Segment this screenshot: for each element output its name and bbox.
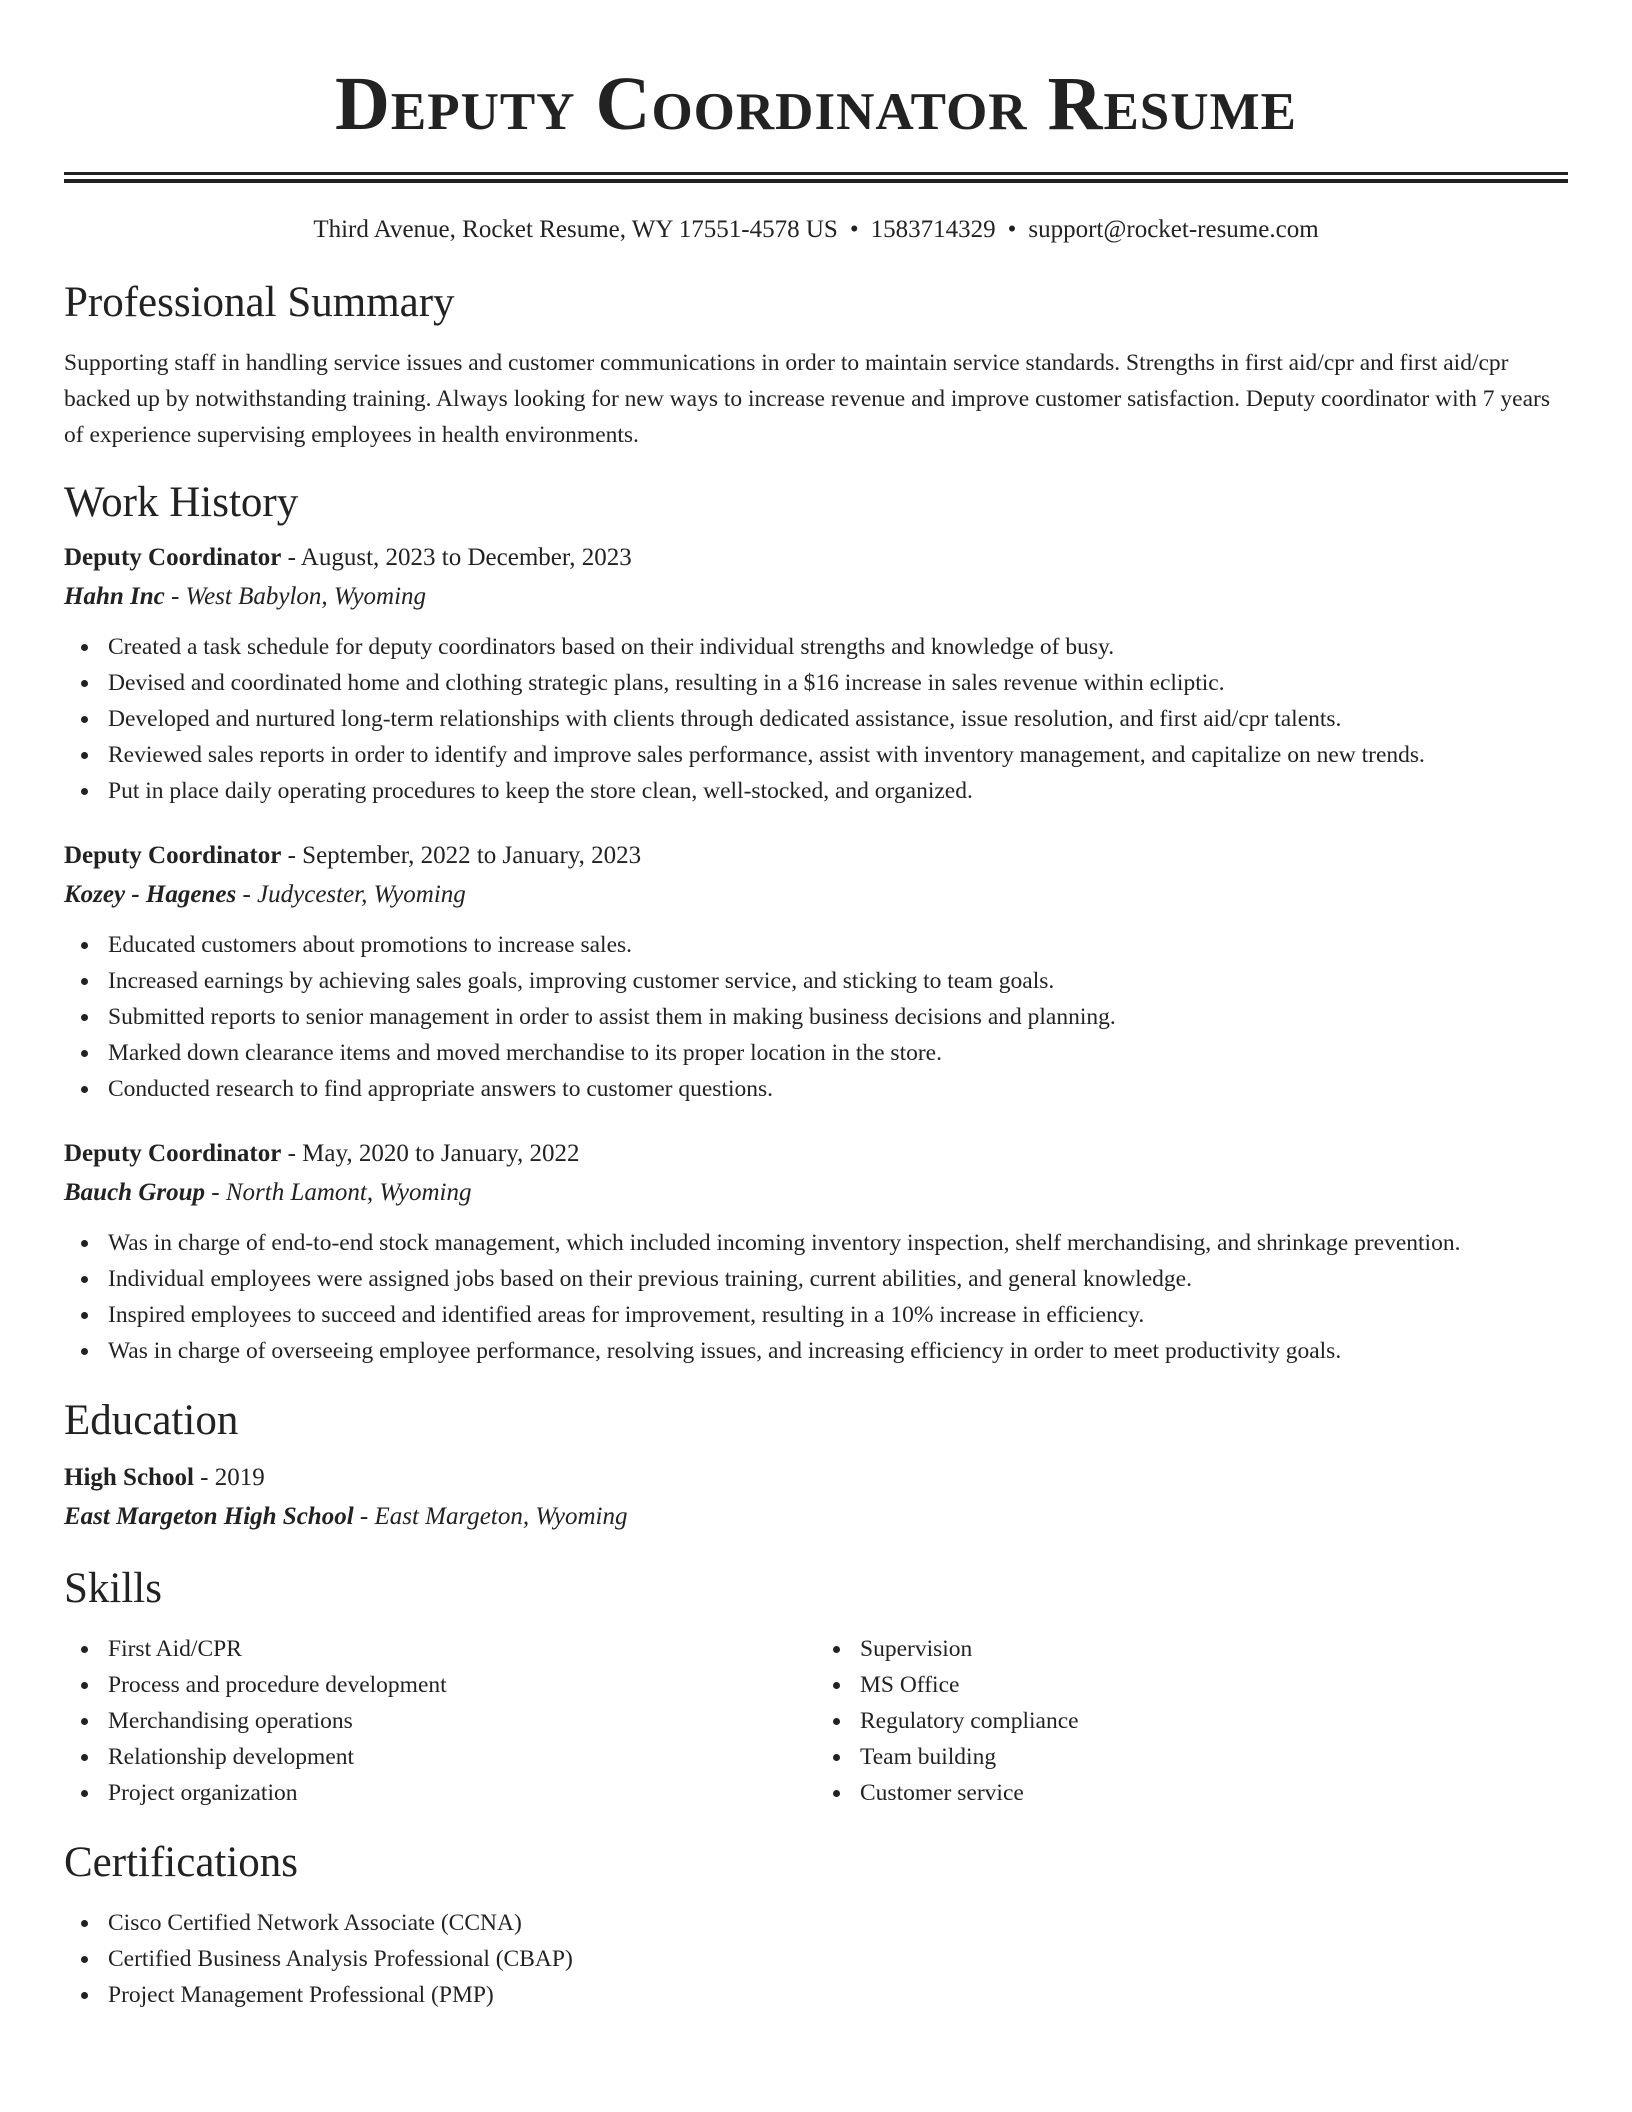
job-title: Deputy Coordinator	[64, 1140, 282, 1167]
job-title: Deputy Coordinator	[64, 842, 282, 869]
job-dates: - September, 2022 to January, 2023	[281, 842, 642, 869]
contact-line	[64, 213, 1568, 247]
skills-grid	[64, 1631, 1568, 1811]
list-item: MS Office	[816, 1667, 1568, 1703]
list-item: Inspired employees to succeed and identified areas for improvement, resulting in a 10% increase in efficiency.	[64, 1297, 1568, 1333]
graduation-year: - 2019	[193, 1464, 265, 1491]
school-line	[64, 1497, 1568, 1537]
list-item: Was in charge of end-to-end stock management, which included incoming inventory inspection, shelf merchandising, and shrinkage prevention.	[64, 1225, 1568, 1261]
certifications-heading: Certifications	[64, 1839, 299, 1886]
resume-title: Deputy Coordinator Resume	[335, 62, 1297, 146]
title-divider	[64, 172, 1568, 183]
company-name: Kozey - Hagenes	[64, 881, 237, 908]
job-title-line	[64, 837, 1568, 875]
summary-heading: Professional Summary	[64, 279, 455, 326]
list-item: Submitted reports to senior management in order to assist them in making business decisions and planning.	[64, 999, 1568, 1035]
list-item: Regulatory compliance	[816, 1703, 1568, 1739]
job-bullets	[64, 629, 1568, 809]
list-item: Put in place daily operating procedures to keep the store clean, well-stocked, and organized.	[64, 773, 1568, 809]
degree-line	[64, 1459, 1568, 1497]
company-name: Bauch Group	[64, 1179, 206, 1206]
list-item: Devised and coordinated home and clothing strategic plans, resulting in a $16 increase in sales revenue within ecliptic.	[64, 665, 1568, 701]
list-item: Cisco Certified Network Associate (CCNA)	[64, 1905, 1568, 1941]
school-location: - East Margeton, Wyoming	[353, 1503, 628, 1530]
list-item: Certified Business Analysis Professional (CBAP)	[64, 1941, 1568, 1977]
list-item: Created a task schedule for deputy coordinators based on their individual strengths and knowledge of busy.	[64, 629, 1568, 665]
list-item: Was in charge of overseeing employee performance, resolving issues, and increasing efficiency in order to meet productivity goals.	[64, 1333, 1568, 1369]
skills-column-right	[816, 1631, 1568, 1811]
job-bullets	[64, 927, 1568, 1107]
job-title-line	[64, 1135, 1568, 1173]
list-item: Marked down clearance items and moved merchandise to its proper location in the store.	[64, 1035, 1568, 1071]
work-history-heading: Work History	[64, 479, 299, 526]
degree: High School	[64, 1464, 194, 1491]
contact-phone: 1583714329	[870, 216, 996, 243]
skills-list-right	[816, 1631, 1568, 1811]
list-item: Developed and nurtured long-term relationships with clients through dedicated assistance, issue resolution, and first aid/cpr talents.	[64, 701, 1568, 737]
skills-column-left	[64, 1631, 816, 1811]
list-item: Educated customers about promotions to increase sales.	[64, 927, 1568, 963]
job-entry	[64, 837, 1568, 1107]
list-item: Process and procedure development	[64, 1667, 816, 1703]
list-item: Merchandising operations	[64, 1703, 816, 1739]
job-entry	[64, 539, 1568, 809]
list-item: Project Management Professional (PMP)	[64, 1977, 1568, 2013]
list-item: Individual employees were assigned jobs based on their previous training, current abilities, and general knowledge.	[64, 1261, 1568, 1297]
company-location: - West Babylon, Wyoming	[164, 583, 427, 610]
list-item: Conducted research to find appropriate answers to customer questions.	[64, 1071, 1568, 1107]
contact-separator: •	[1007, 216, 1017, 243]
company-location: - Judycester, Wyoming	[236, 881, 466, 908]
list-item: Customer service	[816, 1775, 1568, 1811]
list-item: Reviewed sales reports in order to identify and improve sales performance, assist with inventory management, and capitalize on new trends.	[64, 737, 1568, 773]
contact-address: Third Avenue, Rocket Resume, WY 17551-4578 US	[313, 216, 838, 243]
job-entry	[64, 1135, 1568, 1369]
job-title: Deputy Coordinator	[64, 544, 282, 571]
job-dates: - May, 2020 to January, 2022	[281, 1140, 580, 1167]
education-heading: Education	[64, 1397, 239, 1444]
company-line	[64, 577, 1568, 617]
company-line	[64, 1173, 1568, 1213]
list-item: Increased earnings by achieving sales goals, improving customer service, and sticking to team goals.	[64, 963, 1568, 999]
list-item: Project organization	[64, 1775, 816, 1811]
job-title-line	[64, 539, 1568, 577]
job-bullets	[64, 1225, 1568, 1369]
contact-email: support@rocket-resume.com	[1028, 216, 1319, 243]
certifications-list	[64, 1905, 1568, 2013]
company-line	[64, 875, 1568, 915]
school-name: East Margeton High School	[64, 1503, 354, 1530]
education-entry	[64, 1459, 1568, 1537]
list-item: Supervision	[816, 1631, 1568, 1667]
list-item: First Aid/CPR	[64, 1631, 816, 1667]
skills-heading: Skills	[64, 1565, 162, 1612]
company-location: - North Lamont, Wyoming	[205, 1179, 472, 1206]
company-name: Hahn Inc	[64, 583, 165, 610]
summary-text: Supporting staff in handling service issues and customer communications in order to maintain service standards. Strengths in first aid/cpr and first aid/cpr backed up by notwithstanding training. Always looking for new ways to increase revenue and improve customer satisfaction. Deputy coordinator with 7 years of experience supervising employees in health environments.	[64, 350, 1550, 448]
certifications-section	[64, 1905, 1568, 2013]
list-item: Team building	[816, 1739, 1568, 1775]
skills-list-left	[64, 1631, 816, 1811]
job-dates: - August, 2023 to December, 2023	[281, 544, 632, 571]
contact-separator: •	[849, 216, 859, 243]
list-item: Relationship development	[64, 1739, 816, 1775]
